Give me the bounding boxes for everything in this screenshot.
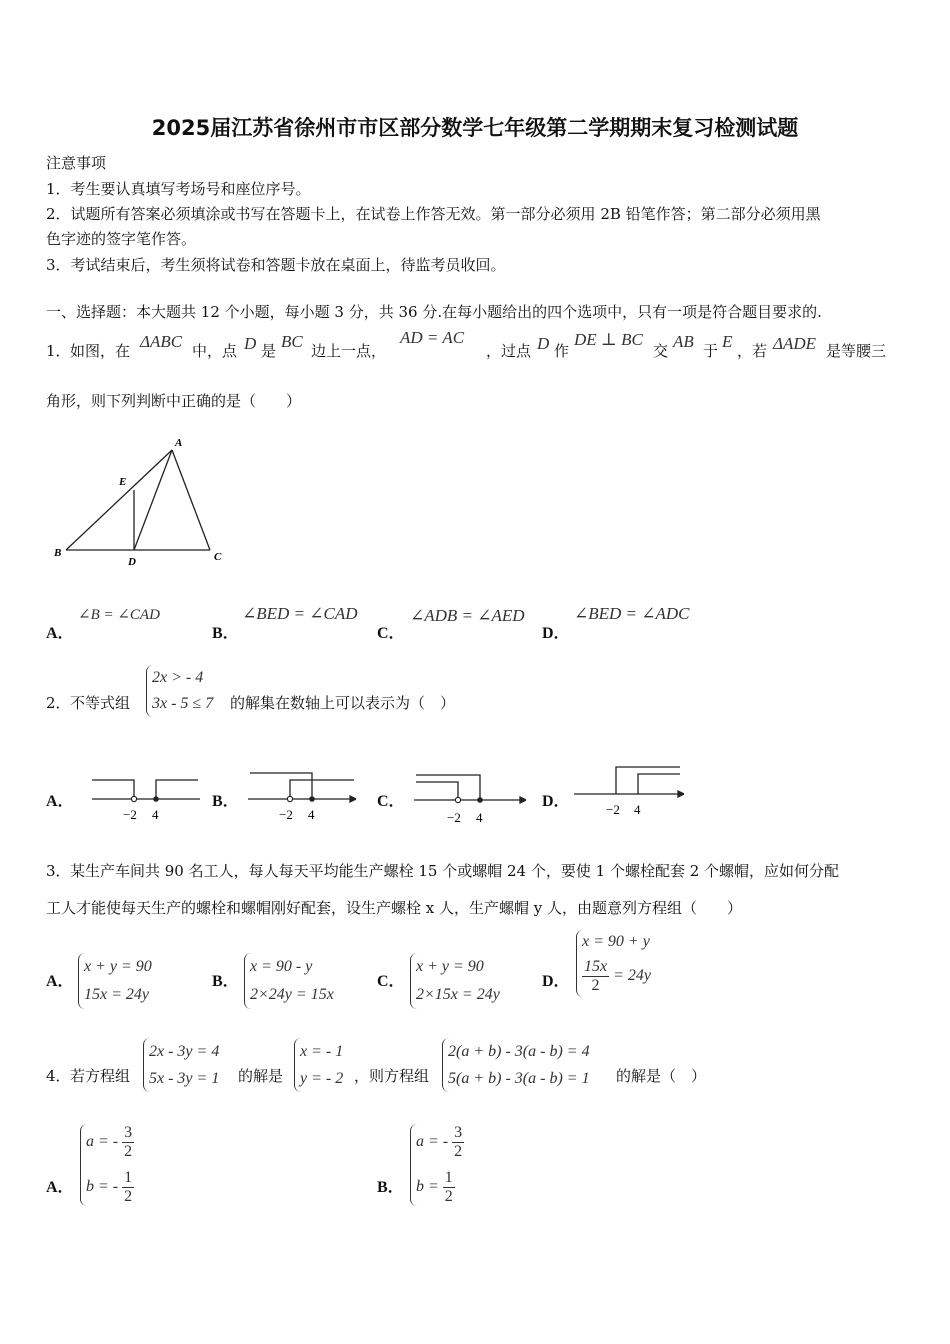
q2-option-d-label: D． — [542, 793, 570, 810]
q3-system-line: x + y = 90 — [416, 958, 484, 975]
tick-label: 4 — [308, 807, 315, 822]
q1-math: ΔADE — [773, 334, 817, 353]
q4-system-line: x = - 1 — [300, 1043, 344, 1060]
question-4-mid-2: ，则方程组 — [354, 1067, 430, 1085]
notice-item-1: 1．考生要认真填写考场号和座位序号。 — [46, 180, 311, 198]
q2-option-d-number-line — [572, 762, 692, 820]
q3-option-c-system — [410, 953, 500, 1009]
fraction-numerator: 1 — [444, 1169, 453, 1186]
q3-fraction — [582, 958, 609, 995]
q3-system-line: x + y = 90 — [84, 958, 152, 975]
question-2-post: 的解集在数轴上可以表示为（ ） — [230, 694, 456, 712]
fraction-numerator: 1 — [124, 1169, 133, 1186]
label-d: D — [128, 556, 136, 568]
question-2-number: 2． — [46, 694, 71, 712]
fraction-denominator: 2 — [444, 1188, 453, 1205]
q1-text: 是 — [261, 342, 277, 360]
q1-math: AB — [673, 332, 694, 351]
question-2-pre: 不等式组 — [70, 694, 131, 712]
q2-option-c-number-line — [412, 772, 532, 830]
q1-text: 是等腰三 — [826, 342, 887, 360]
q3-system-line: x = 90 + y — [582, 933, 650, 950]
q1-math: D — [537, 334, 550, 353]
q2-option-a-label: A． — [46, 793, 74, 810]
q3-system-line: 2×15x = 24y — [416, 986, 500, 1003]
q4-system-3 — [442, 1038, 590, 1092]
q4-system-1 — [143, 1038, 219, 1092]
q3-system-line: 2×24y = 15x — [250, 986, 334, 1003]
q4-fraction — [122, 1169, 134, 1206]
fraction-denominator: 2 — [124, 1143, 133, 1160]
q1-text: 作 — [554, 342, 570, 360]
notice-item-3: 3．考试结束后，考生须将试卷和答题卡放在桌面上，待监考员收回。 — [46, 256, 506, 274]
q4-system-line: y = - 2 — [300, 1070, 344, 1087]
question-4-pre: 若方程组 — [70, 1067, 131, 1085]
q4-option-a-label: A． — [46, 1179, 74, 1196]
q4-option-line: b = - — [86, 1178, 119, 1196]
q1-text: 边上一点， — [311, 342, 387, 360]
tick-label: 4 — [152, 807, 159, 822]
tick-label: −2 — [606, 802, 620, 817]
q3-system-line: 15x = 24y — [84, 986, 149, 1003]
q3-option-c-label: C． — [377, 973, 405, 990]
q1-math: BC — [281, 332, 303, 351]
notice-item-2: 2．试题所有答案必须填涂或书写在答题卡上，在试卷上作答无效。第一部分必须用 2B 铅笔作答；第二部分必须用黑 — [46, 205, 821, 223]
q4-option-b-label: B． — [377, 1179, 404, 1196]
q1-text: 中，点 — [192, 342, 238, 360]
q1-text: ，若 — [737, 342, 768, 360]
tick-label: −2 — [447, 810, 461, 825]
q1-option-b-expr: ∠BED = ∠CAD — [242, 604, 358, 623]
label-c: C — [214, 551, 222, 563]
q1-option-c-label: C． — [377, 625, 405, 642]
q4-option-line: b = — [416, 1178, 439, 1196]
tick-label: −2 — [279, 807, 293, 822]
q2-option-b-number-line — [246, 768, 366, 824]
q2-system-line: 3x - 5 ≤ 7 — [152, 695, 214, 712]
q4-system-line: 2x - 3y = 4 — [149, 1043, 220, 1060]
q1-math: DE ⊥ BC — [574, 330, 643, 349]
q1-option-c-expr: ∠ADB = ∠AED — [410, 606, 525, 625]
notice-heading: 注意事项 — [46, 154, 107, 172]
fraction-numerator: 3 — [124, 1124, 133, 1141]
q4-system-line: 5(a + b) - 3(a - b) = 1 — [448, 1070, 590, 1087]
q3-option-a-label: A． — [46, 973, 74, 990]
q1-text: ，过点 — [486, 342, 532, 360]
q4-fraction — [122, 1124, 134, 1161]
fraction-denominator: 2 — [124, 1188, 133, 1205]
question-1-line-2: 角形，则下列判断中正确的是（ ） — [46, 392, 302, 410]
tick-label: −2 — [123, 807, 137, 822]
question-3-line-1: 某生产车间共 90 名工人，每人每天平均能生产螺栓 15 个或螺帽 24 个，要使 1 个螺栓配套 2 个螺帽，应如何分配 — [70, 862, 840, 880]
label-a: A — [175, 437, 183, 449]
question-4-number: 4． — [46, 1067, 71, 1085]
question-3-line-2: 工人才能使每天生产的螺栓和螺帽刚好配套，设生产螺栓 x 人，生产螺帽 y 人，由题意列方程组（ ） — [46, 899, 743, 917]
section-heading: 一、选择题：本大题共 12 个小题，每小题 3 分，共 36 分.在每小题给出的四个选项中，只有一项是符合题目要求的. — [46, 303, 822, 321]
q1-math: D — [244, 334, 257, 353]
q2-system — [146, 665, 213, 717]
q2-option-c-label: C． — [377, 793, 405, 810]
label-e: E — [119, 476, 127, 488]
q1-option-a-label: A． — [46, 625, 74, 642]
q3-system-line: = 24y — [613, 967, 652, 985]
q4-option-b-system — [410, 1124, 464, 1206]
q2-option-b-label: B． — [212, 793, 239, 810]
label-b: B — [54, 547, 62, 559]
q3-system-line: x = 90 - y — [250, 958, 313, 975]
fraction-denominator: 2 — [591, 977, 600, 994]
q4-fraction — [452, 1124, 464, 1161]
fraction-denominator: 2 — [454, 1143, 463, 1160]
triangle-figure — [46, 430, 246, 575]
q1-option-b-label: B． — [212, 625, 239, 642]
q4-system-line: 5x - 3y = 1 — [149, 1070, 220, 1087]
q3-option-d-label: D． — [542, 973, 570, 990]
q1-text: 于 — [703, 342, 719, 360]
question-4-post: 的解是（ ） — [616, 1067, 707, 1085]
fraction-numerator: 15x — [584, 958, 608, 975]
q1-text: 如图，在 — [70, 342, 131, 360]
fraction-numerator: 3 — [454, 1124, 463, 1141]
q3-option-b-system — [244, 953, 334, 1009]
q3-option-a-system — [78, 953, 152, 1009]
question-4-mid: 的解是 — [238, 1067, 284, 1085]
q4-option-line: a = - — [416, 1133, 449, 1151]
q1-option-d-expr: ∠BED = ∠ADC — [574, 604, 690, 623]
page-title: 2025届江苏省徐州市市区部分数学七年级第二学期期末复习检测试题 — [151, 116, 799, 140]
q2-system-line: 2x > - 4 — [152, 669, 204, 686]
q3-option-b-label: B． — [212, 973, 239, 990]
q4-system-2 — [294, 1038, 343, 1092]
q1-math: AD = AC — [400, 328, 465, 347]
q1-text: 交 — [653, 342, 669, 360]
q1-option-d-label: D． — [542, 625, 570, 642]
q4-system-line: 2(a + b) - 3(a - b) = 4 — [448, 1043, 590, 1060]
q1-math: ΔABC — [140, 332, 183, 351]
question-3-number: 3． — [46, 862, 71, 880]
q4-option-line: a = - — [86, 1133, 119, 1151]
question-1-number: 1． — [46, 342, 71, 360]
q1-math: E — [722, 332, 733, 351]
q3-option-d-system — [576, 930, 651, 997]
q4-option-a-system — [80, 1124, 134, 1206]
notice-item-2-cont: 色字迹的签字笔作答。 — [46, 230, 197, 248]
q2-option-a-number-line — [90, 772, 205, 824]
q4-fraction — [443, 1169, 455, 1206]
q1-option-a-expr: ∠B = ∠CAD — [78, 607, 160, 623]
tick-label: 4 — [634, 802, 641, 817]
tick-label: 4 — [476, 810, 483, 825]
